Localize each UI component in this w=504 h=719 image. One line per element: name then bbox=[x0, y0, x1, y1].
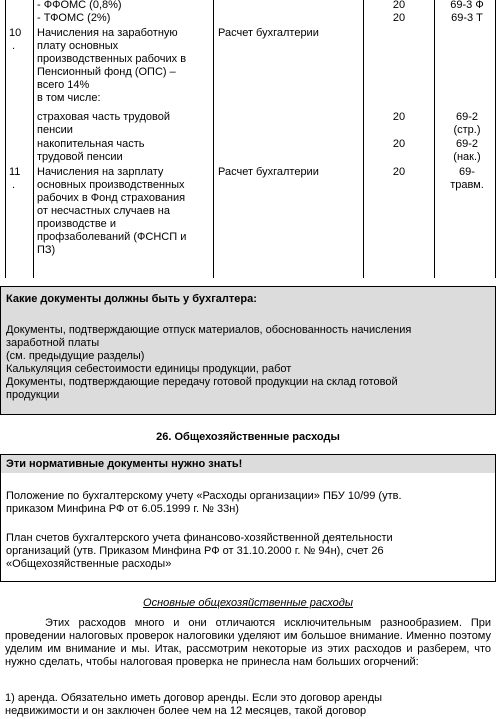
column-divider bbox=[363, 0, 364, 278]
box-body: Документы, подтверждающие отпуск материалов, обоснованность начисления заработной платы (см. предыдущие разделы) Калькуляция себестоимости единицы продукции, работ Документы, подтверждающие передачу готовой продукции на склад готовой продукции bbox=[6, 324, 412, 401]
section-title: 26. Общехозяйственные расходы bbox=[156, 431, 340, 443]
subrow-amount: 20 bbox=[392, 111, 406, 123]
subrow-description: страховая часть трудовой пенсии bbox=[37, 111, 170, 136]
table-row-desc: - ТФОМС (2%) bbox=[37, 12, 111, 24]
table-border-right bbox=[495, 0, 496, 278]
row-number: 11 . bbox=[9, 166, 21, 191]
table-row-account: 69-3 Т bbox=[451, 12, 483, 24]
regulation-paragraph: Положение по бухгалтерскому учету «Расходы организации» ПБУ 10/99 (утв. приказом Минфина РФ от 6.05.1999 г. № 33н) bbox=[6, 490, 402, 515]
required-documents-box bbox=[0, 286, 496, 415]
column-divider bbox=[213, 0, 214, 278]
row-number: 10 . bbox=[9, 27, 22, 52]
table-row-desc: - ФФОМС (0,8%) bbox=[37, 0, 122, 11]
subrow-account: 69-2 (нак.) bbox=[453, 138, 481, 163]
ledger-table bbox=[0, 0, 496, 278]
column-divider bbox=[434, 0, 435, 278]
regulation-paragraph: План счетов бухгалтерского учета финансово-хозяйственной деятельности организаций (утв. Приказом Минфина РФ от 31.10.2000 г. № 94н), счет 26 «Общехозяйственные расходы» bbox=[6, 532, 393, 570]
table-row-account: 69-3 Ф bbox=[450, 0, 484, 11]
table-border-left bbox=[5, 0, 6, 278]
subrow-amount: 20 bbox=[392, 138, 406, 150]
column-divider bbox=[33, 0, 34, 278]
body-paragraph: Этих расходов много и они отличаются исключительным разнообразием. При проведении налоговых проверок налоговики уделяют им большое внимание. Именно поэтому уделим им внимание и мы. Итак, рассмотрим некоторые из этих расходов и разберем, что нужно сделать, чтобы налоговая проверка не принесла нам больших огорчений: bbox=[5, 617, 491, 668]
row-department: Расчет бухгалтерии bbox=[218, 27, 319, 39]
row-department: Расчет бухгалтерии bbox=[218, 166, 319, 178]
row-account: 69- травм. bbox=[450, 166, 484, 191]
row-amount: 20 bbox=[392, 166, 406, 178]
box-title: Эти нормативные документы нужно знать! bbox=[1, 455, 495, 473]
subrow-description: накопительная часть трудовой пенсии bbox=[37, 138, 145, 163]
row-description: Начисления на заработную плату основных производственных рабочих в Пенсионный фонд (ОПС) – всего 14% в том числе: bbox=[37, 27, 187, 104]
list-item-line: недвижимости и он заключен более чем на 12 месяцев, такой договор bbox=[5, 705, 367, 717]
box-title: Какие документы должны быть у бухгалтера: bbox=[6, 293, 257, 305]
regulations-box bbox=[0, 454, 496, 582]
subrow-account: 69-2 (стр.) bbox=[453, 111, 481, 136]
row-description: Начисления на зарплату основных производственных рабочих в Фонд страхования от несчастных случаев на производстве и профзаболеваний (ФСНСП и ПЗ) bbox=[37, 166, 187, 256]
table-row-amount: 20 bbox=[392, 0, 406, 11]
table-row-amount: 20 bbox=[392, 12, 406, 24]
subheading: Основные общехозяйственные расходы bbox=[143, 597, 353, 609]
list-item-line: 1) аренда. Обязательно иметь договор аренды. Если это договор аренды bbox=[5, 692, 383, 704]
